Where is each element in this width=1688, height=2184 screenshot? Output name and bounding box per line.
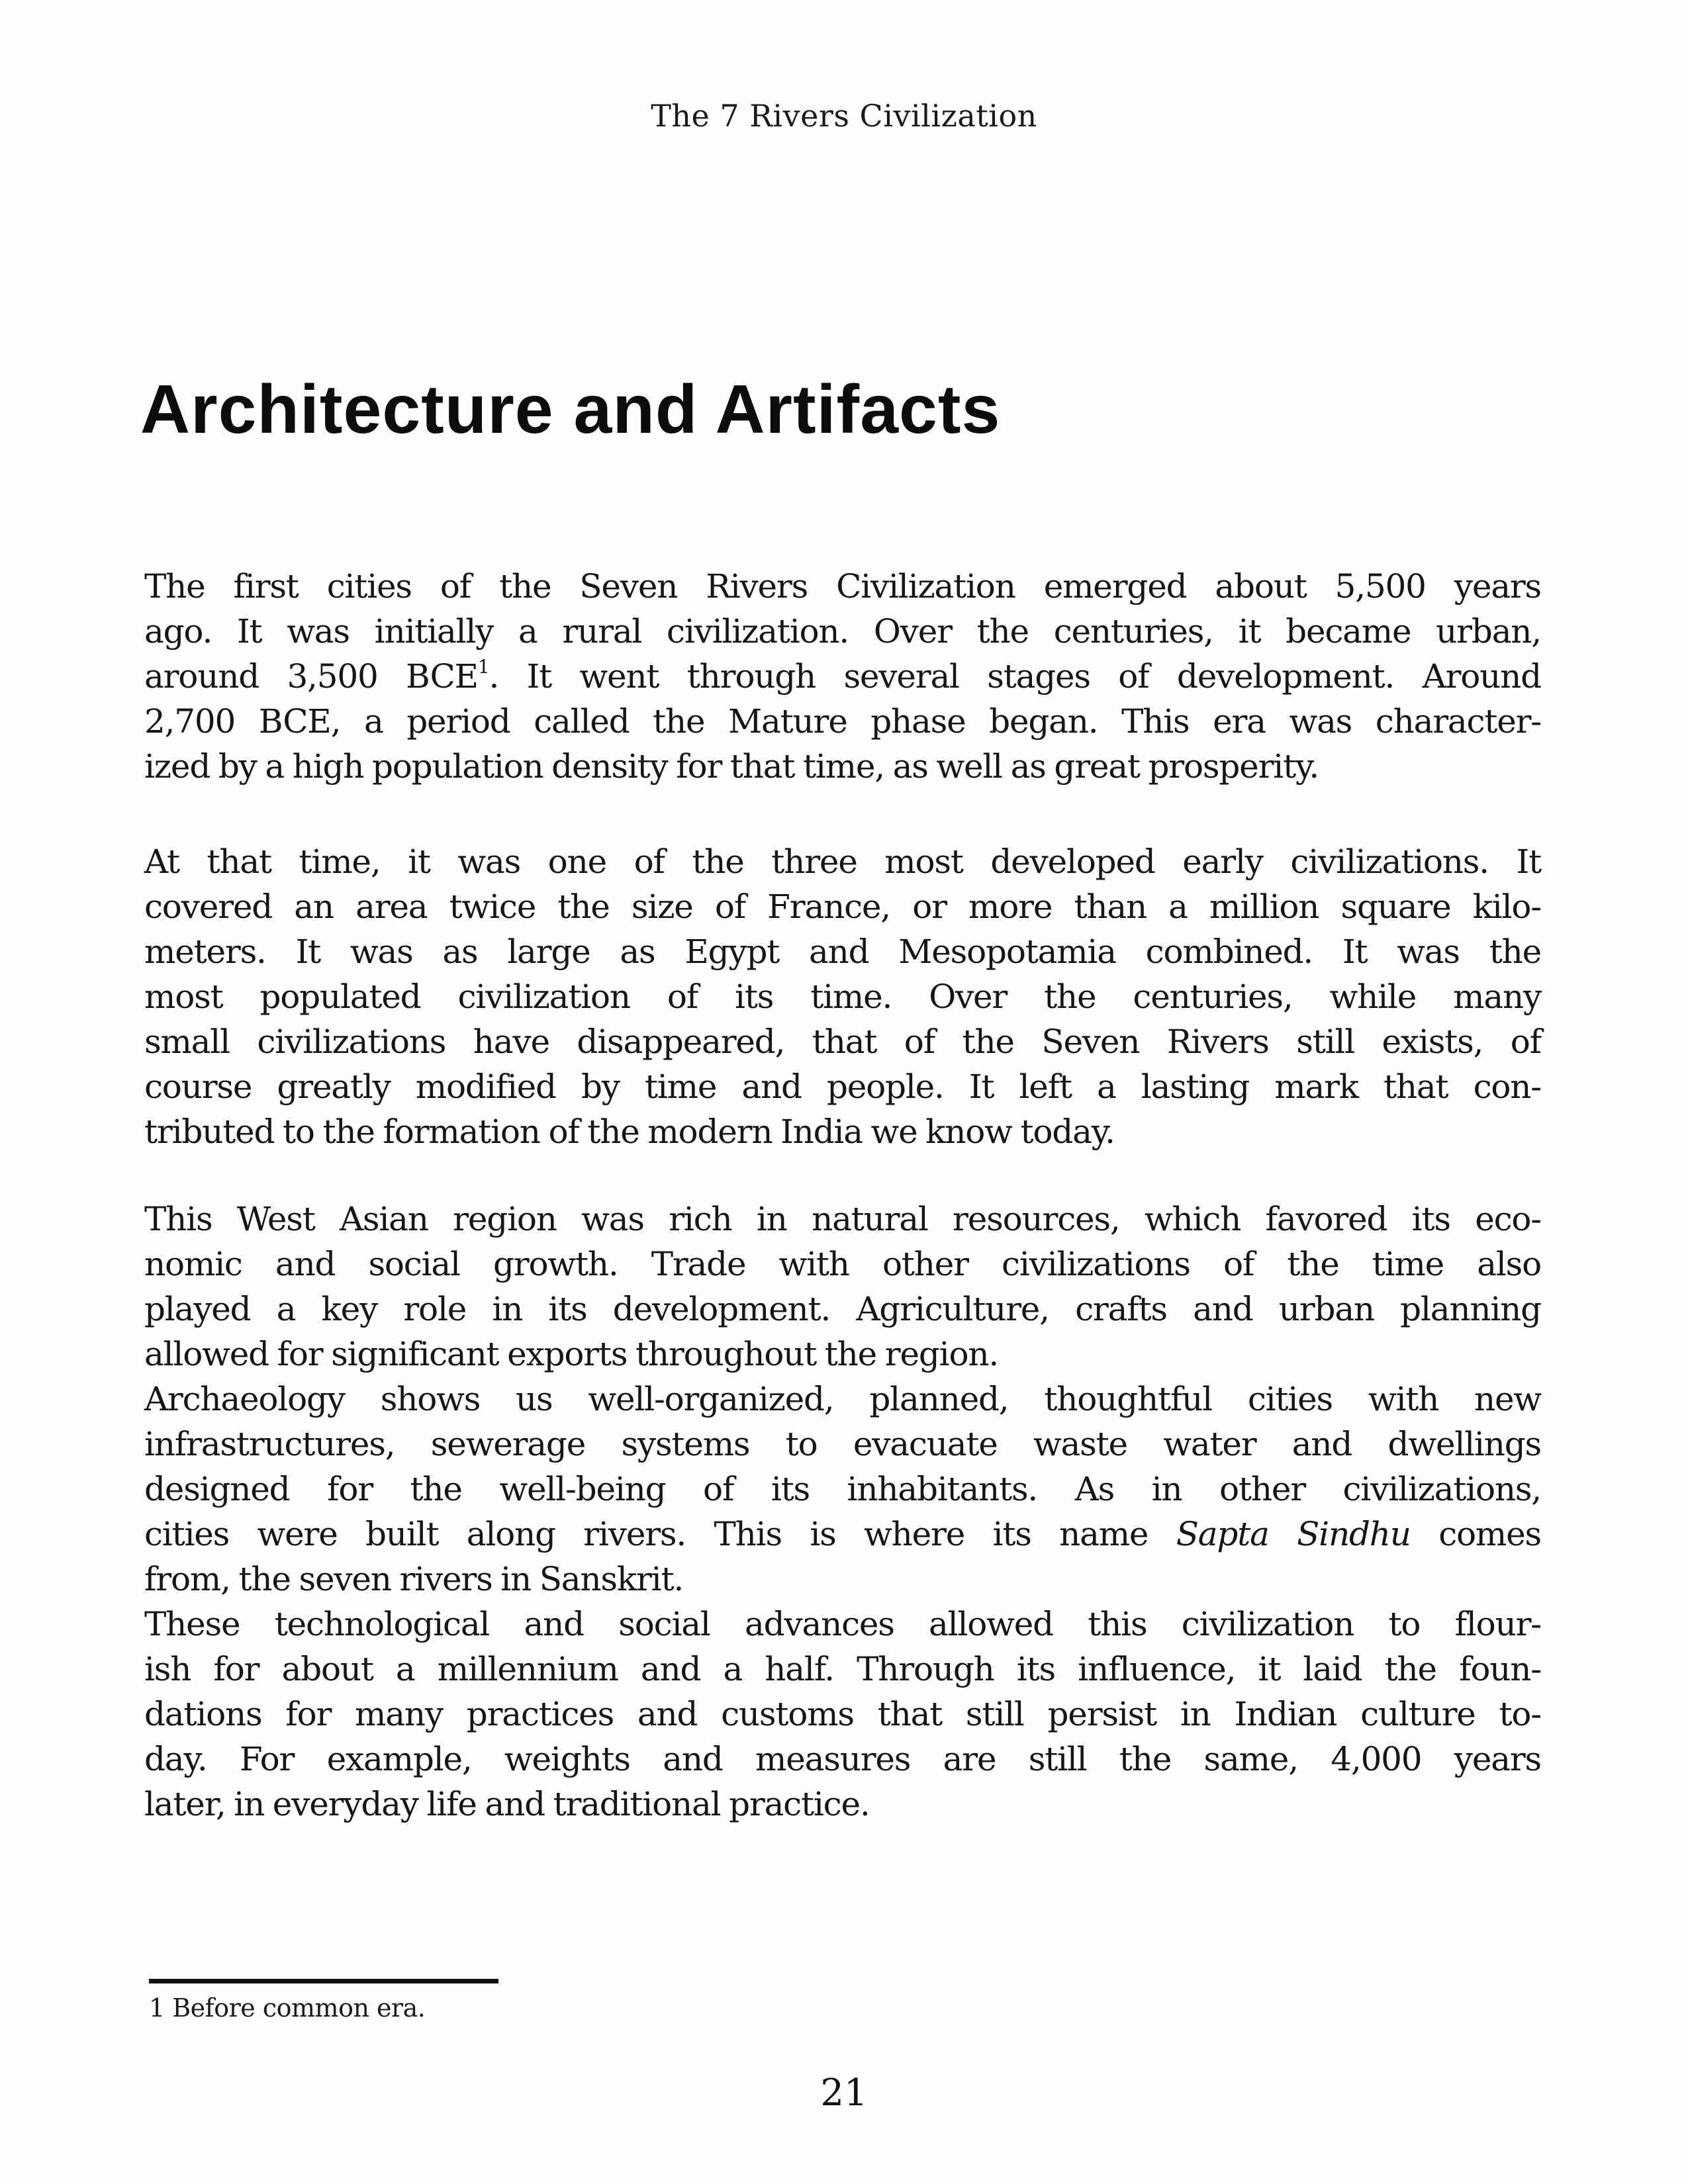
text-line: infrastructures, sewerage systems to evacuate waste water and dwellings — [144, 1425, 1541, 1463]
footnote: 1 Before common era. — [149, 1993, 426, 2023]
text-span: cities were built along rivers. This is where its name — [144, 1515, 1176, 1553]
text-line: nomic and social growth. Trade with other civilizations of the time also — [144, 1245, 1541, 1283]
running-head: The 7 Rivers Civilization — [651, 98, 1037, 134]
text-span: around 3,500 BCE — [144, 657, 478, 696]
text-line: small civilizations have disappeared, that of the Seven Rivers still exists, of — [144, 1023, 1541, 1061]
text-line: designed for the well-being of its inhabitants. As in other civilizations, — [144, 1470, 1541, 1508]
italic-term: Sapta Sindhu — [1176, 1515, 1411, 1553]
text-line: day. For example, weights and measures are still the same, 4,000 years — [144, 1740, 1541, 1778]
text-line: played a key role in its development. Agriculture, crafts and urban planning — [144, 1290, 1541, 1328]
text-line — [144, 1512, 1541, 1557]
text-line: This West Asian region was rich in natural resources, which favored its eco- — [144, 1200, 1541, 1238]
text-line: course greatly modified by time and people. It left a lasting mark that con- — [144, 1068, 1541, 1106]
chapter-title: Architecture and Artifacts — [140, 371, 1001, 448]
footnote-divider — [149, 1979, 498, 1983]
text-line: ago. It was initially a rural civilization. Over the centuries, it became urban, — [144, 612, 1541, 651]
text-line: These technological and social advances allowed this civilization to flour- — [144, 1605, 1541, 1643]
text-line: tributed to the formation of the modern India we know today. — [144, 1113, 1115, 1151]
text-line — [144, 654, 1541, 699]
paragraph-2 — [144, 839, 1541, 1154]
paragraph-3 — [144, 1197, 1541, 1827]
paragraph-1 — [144, 564, 1541, 789]
text-line: ish for about a millennium and a half. Through its influence, it laid the foun- — [144, 1650, 1541, 1688]
text-line: from, the seven rivers in Sanskrit. — [144, 1560, 684, 1598]
text-line: 2,700 BCE, a period called the Mature phase began. This era was character- — [144, 702, 1541, 741]
text-span: . It went through several stages of development. Around — [489, 657, 1541, 696]
text-line: covered an area twice the size of France, or more than a million square kilo- — [144, 887, 1541, 926]
text-line: later, in everyday life and traditional practice. — [144, 1785, 870, 1823]
text-line: dations for many practices and customs that still persist in Indian culture to- — [144, 1695, 1541, 1733]
text-line: most populated civilization of its time. Over the centuries, while many — [144, 978, 1541, 1016]
text-line: ized by a high population density for that time, as well as great prosperity. — [144, 747, 1319, 786]
text-line: At that time, it was one of the three most developed early civilizations. It — [144, 842, 1541, 881]
text-line: Archaeology shows us well-organized, planned, thoughtful cities with new — [144, 1380, 1541, 1418]
text-line: meters. It was as large as Egypt and Mesopotamia combined. It was the — [144, 933, 1541, 971]
page-number: 21 — [820, 2071, 868, 2115]
text-line: allowed for significant exports throughout the region. — [144, 1335, 999, 1373]
footnote-reference[interactable]: 1 — [477, 656, 489, 678]
text-span: comes — [1410, 1515, 1541, 1553]
text-line: The first cities of the Seven Rivers Civilization emerged about 5,500 years — [144, 567, 1541, 606]
